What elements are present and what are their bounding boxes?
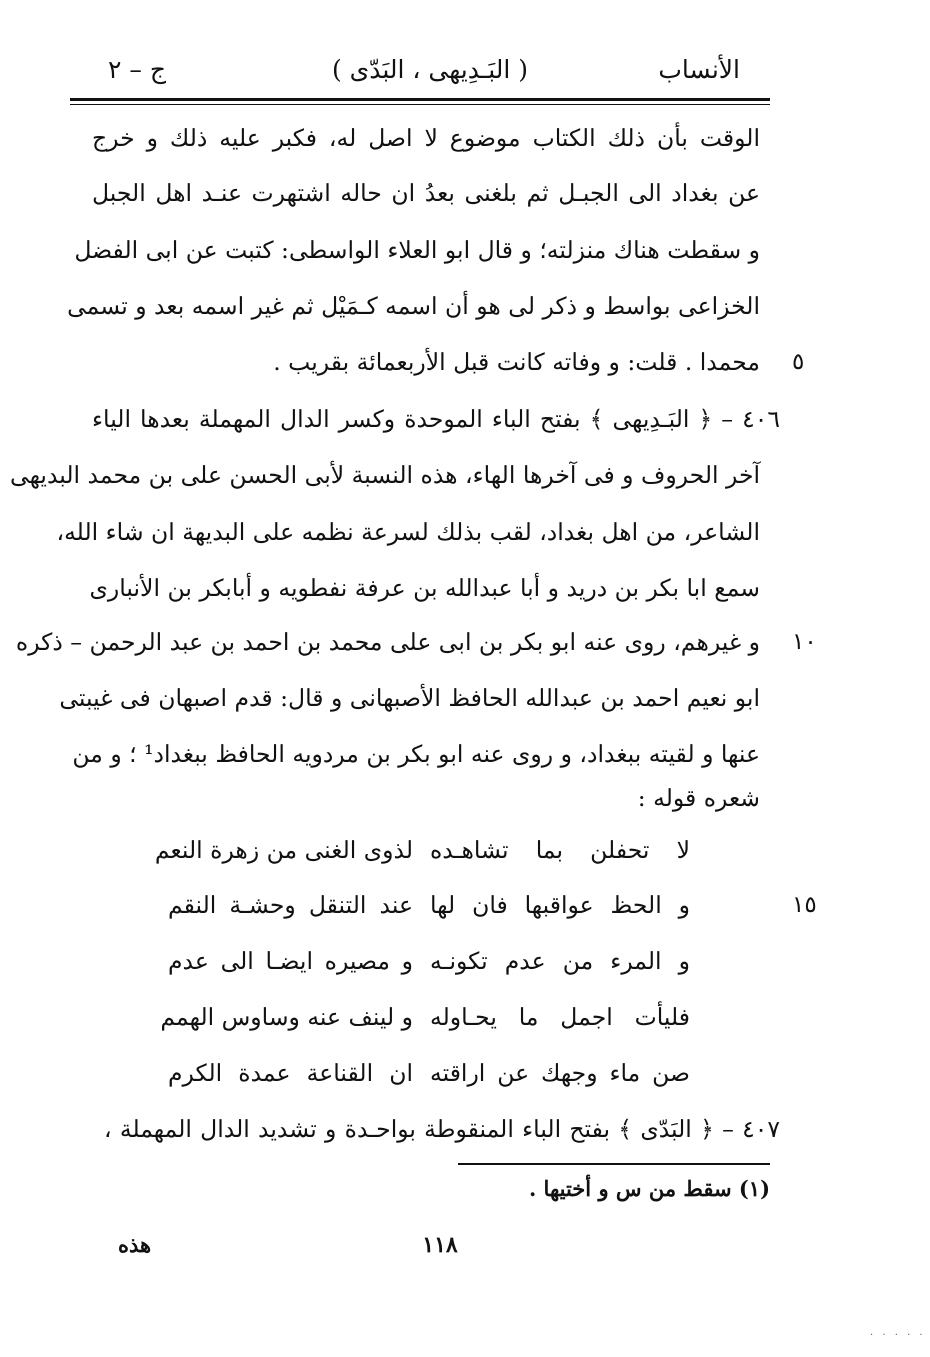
footnote-rule (458, 1163, 770, 1165)
text-line: و غيرهم، روى عنه ابو بكر بن ابى على محمد بن احمد بن عبد الرحمن – ذكره (15, 628, 760, 656)
text-line: عنها و لقيته ببغداد، و روى عنه ابو بكر بن مردويه الحافظ ببغداد¹ ؛ و من (72, 740, 760, 768)
volume-marker: ج – ٢ (108, 55, 166, 84)
text-line: آخر الحروف و فى آخرها الهاء، هذه النسبة لأبى الحسن على بن محمد البديهى (9, 461, 760, 489)
running-title-center: ( البَـدِيهى ، البَدّى ) (331, 55, 529, 84)
scan-specks: · · · · · (870, 1330, 926, 1341)
verse-hemistich-first: و المرء من عدم تكونـه (430, 947, 690, 975)
verse-hemistich-first: لا تحفلن بما تشاهـده (430, 836, 690, 864)
verse-hemistich-second: و مصيره ايضـا الى عدم (168, 947, 413, 975)
line-number-15: ١٥ (792, 892, 817, 918)
verse-hemistich-first: فليأت اجمل ما يحـاوله (430, 1003, 690, 1031)
text-line: الوقت بأن ذلك الكتاب موضوع لا اصل له، فكبر عليه ذلك و خرج (92, 124, 760, 152)
page-number: ١١٨ (422, 1232, 458, 1258)
text-line: الشاعر، من اهل بغداد، لقب بذلك لسرعة نظمه على البديهة ان شاء الله، (56, 518, 760, 546)
text-line: محمدا . قلت: و وفاته كانت قبل الأربعمائة بقريب . (273, 348, 760, 376)
text-line: عن بغداد الى الجبـل ثم بلغنى بعدُ ان حاله اشتهرت عنـد اهل الجبل (92, 179, 760, 207)
verse-hemistich-first: صن ماء وجهك عن اراقته (430, 1059, 690, 1087)
text-line: شعره قوله : (637, 784, 760, 812)
entry-406-heading-line: ٤٠٦ – ﴿ البَـدِيهى ﴾ بفتح الباء الموحدة وكسر الدال المهملة بعدها الياء (92, 405, 780, 433)
footnote: (١) سقط من س و أختيها . (528, 1176, 770, 1201)
header-rule-thin (70, 104, 770, 105)
line-number-5: ٥ (792, 349, 805, 375)
text-line: سمع ابا بكر بن دريد و أبا عبدالله بن عرفة نفطويه و أبابكر بن الأنبارى (89, 574, 760, 602)
verse-hemistich-first: و الحظ عواقبها فان لها (430, 891, 690, 919)
header-rule-thick (70, 98, 770, 101)
text-line: ابو نعيم احمد بن عبدالله الحافظ الأصبهانى و قال: قدم اصبهان فى غيبتى (59, 684, 760, 712)
entry-407-heading-line: ٤٠٧ – ﴿ البَدّى ﴾ بفتح الباء المنقوطة بواحـدة و تشديد الدال المهملة ، (104, 1115, 780, 1143)
line-number-10: ١٠ (792, 629, 817, 655)
verse-hemistich-second: ان القناعة عمدة الكرم (168, 1059, 413, 1087)
text-line: الخزاعى بواسط و ذكر لى هو أن اسمه كـمَيْل ثم غير اسمه بعد و تسمى (67, 292, 760, 320)
verse-hemistich-second: عند التنقل وحشـة النقم (168, 891, 413, 919)
verse-hemistich-second: لذوى الغنى من زهرة النعم (154, 836, 413, 864)
catchword: هذه (118, 1232, 152, 1257)
text-line: و سقطت هناك منزلته؛ و قال ابو العلاء الواسطى: كتبت عن ابى الفضل (74, 236, 760, 264)
running-title-right: الأنساب (658, 55, 740, 84)
verse-hemistich-second: و لينف عنه وساوس الهمم (160, 1003, 413, 1031)
